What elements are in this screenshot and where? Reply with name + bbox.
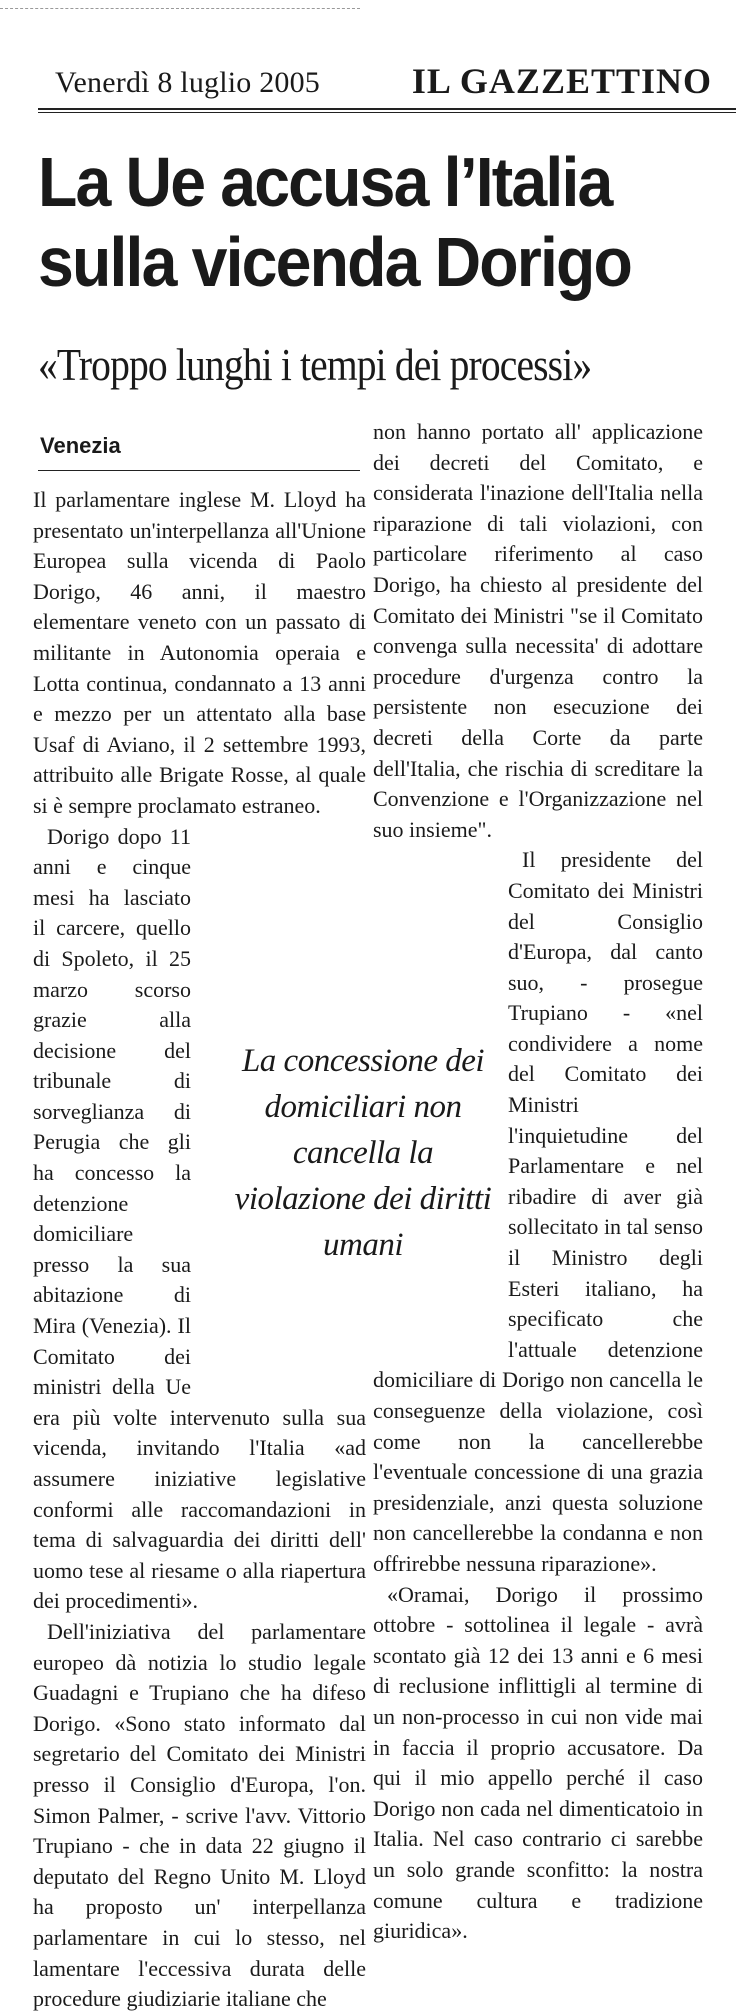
newspaper-header: [55, 60, 712, 104]
paragraph: Dorigo dopo 11 anni e cinque mesi ha lasciato il carcere, quello di Spoleto, il 25 marzo scorso grazie alla decisione del tribunale di sorveglianza di Perugia che gli ha concesso la detenzione domiciliare presso la sua abitazione di Mira (Venezia). Il Comitato dei ministri della Ue era più volte intervenuto sulla sua vicenda, invitando l'Italia «ad assumere iniziative legislative conformi alle raccomandazioni in tema di salvaguardia dei diritti dell' uomo tese al riesame o alla riapertura dei procedimenti».: [33, 823, 366, 1614]
headline: La Ue accusa l’Italia sulla vicenda Dorigo: [38, 143, 632, 301]
paragraph: non hanno portato all' applicazione dei decreti del Comitato, e considerata l'inazione dell'Italia nella riparazione di tali violazioni, con particolare riferimento al caso Dorigo, ha chiesto al presidente del Comitato dei Ministri "se il Comitato convenga sulla necessita' di adottare procedure d'urgenza contro la persistente non esecuzione dei decreti della Corte da parte dell'Italia, che rischia di screditare la Convenzione e l'Organizzazione nel suo insieme".: [373, 419, 703, 842]
dateline-rule: [38, 470, 360, 471]
paragraph: Il presidente del Comitato dei Ministri del Consiglio d'Europa, dal canto suo, - prosegue Trupiano - «nel condividere a nome del Comitato dei Ministri l'inquietudine del Parlamentare e nel ribadire di aver già sollecitato in tal senso il Ministro degli Esteri italiano, ha specificato che l'attuale detenzione domiciliare di Dorigo non cancella le conseguenze della violazione, così come non la cancellerebbe l'eventuale concessione di una grazia presidenziale, anzi questa soluzione non cancellerebbe la condanna e non offrirebbe nessuna riparazione».: [373, 847, 703, 1576]
header-rule: [38, 108, 736, 110]
subheadline: «Troppo lunghi i tempi dei processi»: [38, 339, 592, 390]
issue-date: Venerdì 8 luglio 2005: [55, 66, 321, 99]
paragraph: Il parlamentare inglese M. Lloyd ha presentato un'interpellanza all'Unione Europea sulla vicenda di Paolo Dorigo, 46 anni, il maestro elementare veneto con un passato di militante in Autonomia operaia e Lotta continua, condannato a 13 anni e mezzo per un attentato alla base Usaf di Aviano, il 2 settembre 1993, attribuito alle Brigate Rosse, al quale si è sempre proclamato estraneo.: [33, 487, 366, 818]
scan-edge-line: [0, 8, 360, 9]
pull-quote: La concessione dei domiciliari non cancella la violazione dei diritti umani: [234, 1043, 492, 1263]
newspaper-name: IL GAZZETTINO: [411, 61, 712, 101]
paragraph: «Oramai, Dorigo il prossimo ottobre - sottolinea il legale - avrà scontato già 12 dei 13 anni e 6 mesi di reclusione inflittigli al termine di un non-processo in cui non vide mai in faccia il proprio accusatore. Da qui il mio appello perché il caso Dorigo non cada nel dimenticatoio in Italia. Nel caso contrario ci sarebbe un solo grande sconfitto: la nostra comune cultura e tradizione giuridica».: [373, 1581, 703, 1944]
paragraph: Dell'iniziativa del parlamentare europeo dà notizia lo studio legale Guadagni e Trupiano che ha difeso Dorigo. «Sono stato informato dal segretario del Comitato dei Ministri presso il Consiglio d'Europa, l'on. Simon Palmer, - scrive l'avv. Vittorio Trupiano - che in data 22 giugno il deputato del Regno Unito M. Lloyd ha proposto un' interpellanza parlamentare in cui lo stesso, nel lamentare l'eccessiva durata delle procedure giudiziarie italiane che: [33, 1618, 366, 2012]
dateline: Venezia: [40, 433, 121, 458]
header-rule-thin: [38, 112, 736, 113]
